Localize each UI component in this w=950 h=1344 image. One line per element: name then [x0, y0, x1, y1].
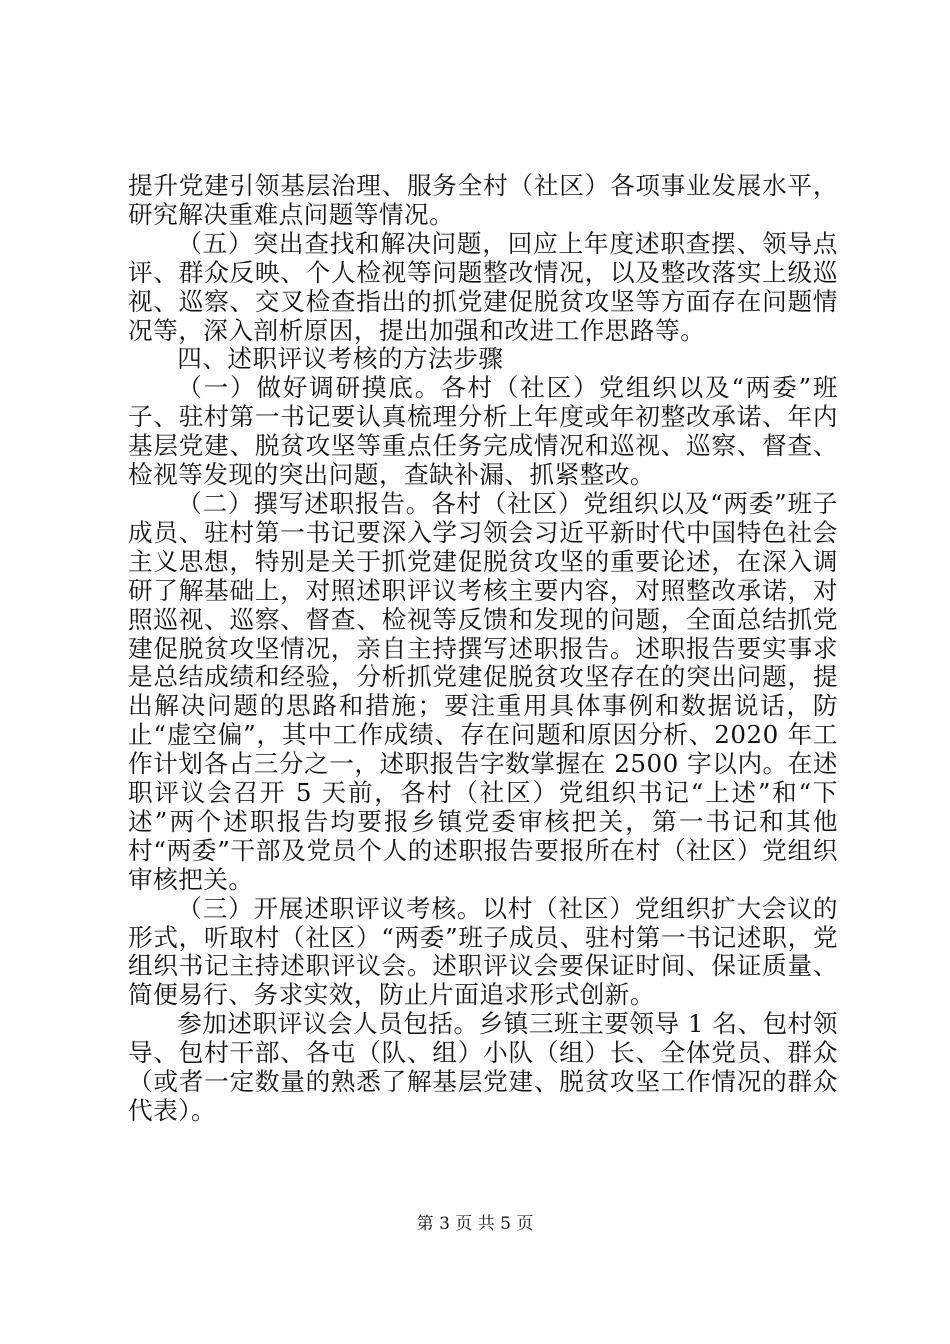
- paragraph-1: 提升党建引领基层治理、服务全村（社区）各项事业发展水平，研究解决重难点问题等情况。: [128, 171, 838, 229]
- paragraph-4: （二）撰写述职报告。各村（社区）党组织以及“两委”班子成员、驻村第一书记要深入学习领会习近平新时代中国特色社会主义思想，特别是关于抓党建促脱贫攻坚的重要论述，在深入调研了解基础上，对照述职评议考核主要内容，对照整改承诺，对照巡视、巡察、督查、检视等反馈和发现的问题，全面总结抓党建促脱贫攻坚情况，亲自主持撰写述职报告。述职报告要实事求是总结成绩和经验，分析抓党建促脱贫攻坚存在的突出问题，提出解决问题的思路和措施；要注重用具体事例和数据说话，防止“虚空偏”，其中工作成绩、存在问题和原因分析、2020 年工作计划各占三分之一，述职报告字数掌握在 2500 字以内。在述职评议会召开 5 天前，各村（社区）党组织书记“上述”和“下述”两个述职报告均要报乡镇党委审核把关，第一书记和其他村“两委”干部及党员个人的述职报告要报所在村（社区）党组织审核把关。: [128, 488, 838, 894]
- paragraph-5: （三）开展述职评议考核。以村（社区）党组织扩大会议的形式，听取村（社区）“两委”班子成员、驻村第一书记述职，党组织书记主持述职评议会。述职评议会要保证时间、保证质量、简便易行、务求实效，防止片面追求形式创新。: [128, 893, 838, 1010]
- paragraph-2: （五）突出查找和解决问题，回应上年度述职查摆、领导点评、群众反映、个人检视等问题整改情况，以及整改落实上级巡视、巡察、交叉检查指出的抓党建促脱贫攻坚等方面存在问题情况等，深入剖析原因，提出加强和改进工作思路等。: [128, 228, 838, 345]
- page-number: 第 3 页 共 5 页: [416, 1214, 534, 1234]
- section-heading: 四、述职评议考核的方法步骤: [177, 344, 504, 374]
- document-body: [128, 172, 838, 1126]
- paragraph-6: 参加述职评议会人员包括。乡镇三班主要领导 1 名、包村领导、包村干部、各屯（队、组）小队（组）长、全体党员、群众（或者一定数量的熟悉了解基层党建、脱贫攻坚工作情况的群众代表）。: [128, 1009, 838, 1125]
- paragraph-3: （一）做好调研摸底。各村（社区）党组织以及“两委”班子、驻村第一书记要认真梳理分析上年度或年初整改承诺、年内基层党建、脱贫攻坚等重点任务完成情况和巡视、巡察、督查、检视等发现的突出问题，查缺补漏、抓紧整改。: [128, 373, 838, 490]
